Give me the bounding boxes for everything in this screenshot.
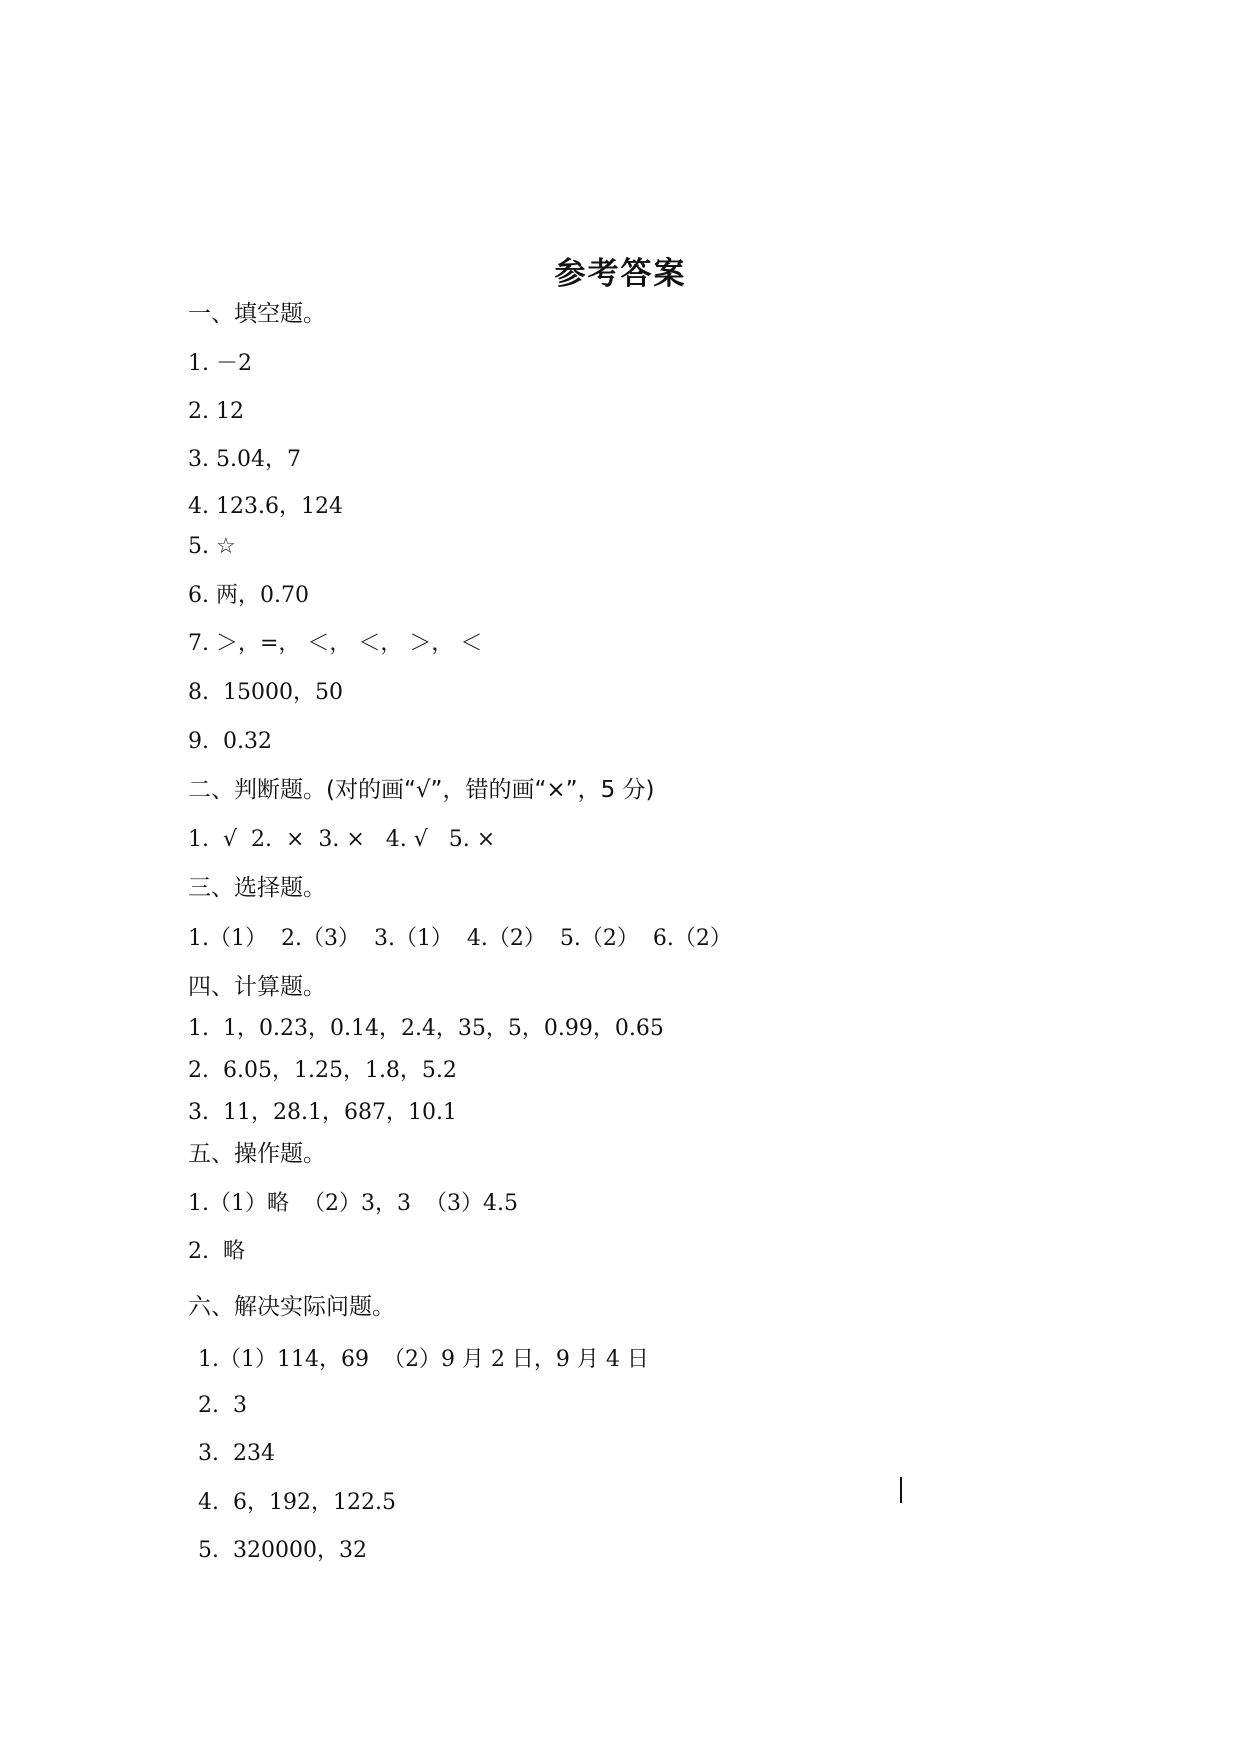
answer-line: 9. 0.32 xyxy=(188,729,272,754)
section-heading-fill-in: 一、填空题。 xyxy=(188,301,326,327)
answer-line: 3. 234 xyxy=(198,1441,275,1466)
answer-line: 1. √ 2. × 3. × 4. √ 5. × xyxy=(188,827,496,852)
answer-line: 5. ☆ xyxy=(188,534,236,559)
section-heading-choice: 三、选择题。 xyxy=(188,875,326,901)
answer-line: 1. 1，0.23，0.14，2.4，35，5，0.99，0.65 xyxy=(188,1016,664,1041)
answer-line: 2. 3 xyxy=(198,1393,247,1418)
section-heading-true-false: 二、判断题。(对的画“√”，错的画“×”，5 分) xyxy=(188,777,655,803)
answer-line: 1.（1）114，69 （2）9 月 2 日，9 月 4 日 xyxy=(198,1347,649,1372)
answer-line: 7. ＞，=， ＜， ＜， ＞， ＜ xyxy=(188,631,483,656)
answer-line: 3. 11，28.1，687，10.1 xyxy=(188,1100,457,1125)
answer-line: 3. 5.04，7 xyxy=(188,447,301,472)
answer-line: 2. 6.05，1.25，1.8，5.2 xyxy=(188,1058,457,1083)
answer-line: 2. 12 xyxy=(188,399,244,424)
text-cursor xyxy=(900,1477,902,1503)
answer-line: 2. 略 xyxy=(188,1239,245,1264)
answer-line: 5. 320000，32 xyxy=(198,1538,367,1563)
answer-line: 1.（1） 2.（3） 3.（1） 4.（2） 5.（2） 6.（2） xyxy=(188,926,732,951)
answer-line: 6. 两，0.70 xyxy=(188,583,309,608)
section-heading-calculation: 四、计算题。 xyxy=(188,974,326,1000)
answer-line: 8. 15000，50 xyxy=(188,680,343,705)
section-heading-operation: 五、操作题。 xyxy=(188,1141,326,1167)
answer-line: 1.（1）略 （2）3，3 （3）4.5 xyxy=(188,1191,518,1216)
answer-line: 1. －2 xyxy=(188,351,252,376)
answer-line: 4. 123.6，124 xyxy=(188,494,343,519)
page-title: 参考答案 xyxy=(554,256,687,292)
answer-line: 4. 6，192，122.5 xyxy=(198,1490,396,1515)
section-heading-word-problems: 六、解决实际问题。 xyxy=(188,1294,395,1320)
